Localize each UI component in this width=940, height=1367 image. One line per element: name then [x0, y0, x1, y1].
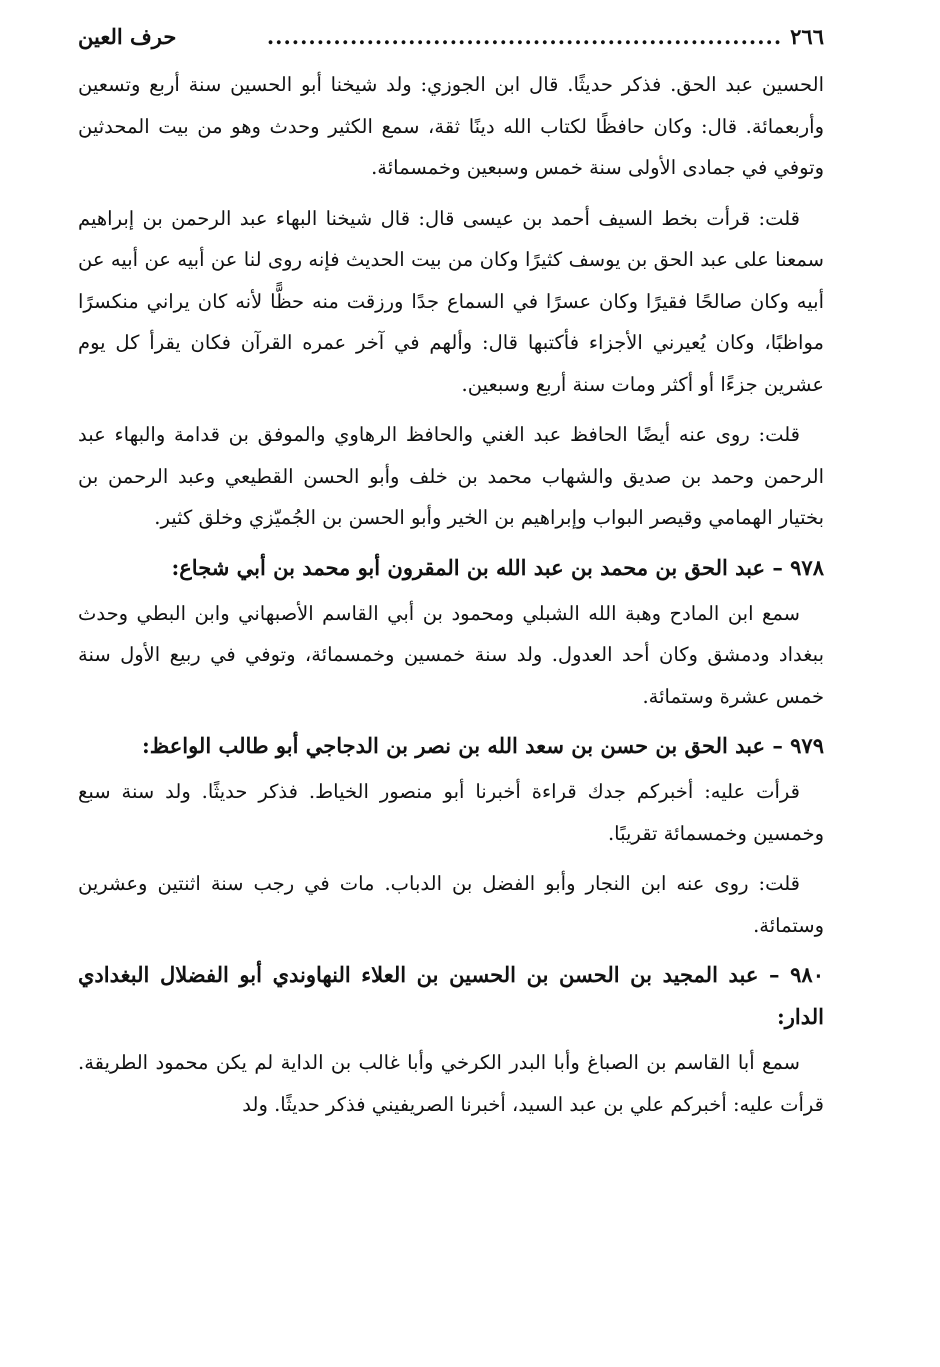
page-number: ٢٦٦ — [790, 24, 824, 49]
entry-979-text: قرأت عليه: أخبركم جدك قراءة أخبرنا أبو منصور الخياط. فذكر حديثًا. ولد سنة سبع وخمسين وخمسمائة تقريبًا. — [78, 780, 824, 845]
entry-979-note: قلت: روى عنه ابن النجار وأبو الفضل بن الدباب. مات في رجب سنة اثنتين وعشرين وستمائة. — [78, 872, 824, 937]
entry-979-heading: ٩٧٩ – عبد الحق بن حسن بن سعد الله بن نصر بن الدجاجي أبو طالب الواعظ: — [142, 733, 824, 758]
running-header — [78, 24, 824, 64]
entry-978-text: سمع ابن المادح وهبة الله الشبلي ومحمود بن أبي القاسم الأصبهاني وابن البطي وحدث ببغداد ودمشق وكان أحد العدول. ولد سنة خمسين وخمسمائة، وتوفي في ربيع الأول سنة خمس عشرة وستمائة. — [78, 601, 824, 708]
entry-980-heading: ٩٨٠ – عبد المجيد بن الحسن بن الحسين بن العلاء النهاوندي أبو الفضلال البغدادي الدار: — [78, 962, 824, 1029]
book-page — [78, 24, 824, 1125]
section-title: حرف العين — [78, 24, 177, 49]
paragraph-note-2: قلت: روى عنه أيضًا الحافظ عبد الغني والحافظ الرهاوي والموفق بن قدامة والبهاء عبد الرحمن وحمد بن صديق والشهاب محمد بن خلف وأبو الحسن القطيعي وعبد الرحمن بن بختيار الهمامي وقيصر البواب وإبراهيم بن الخير وأبو الحسن بن الجُميّزي وخلق كثير. — [78, 423, 824, 529]
entry-980-text: سمع أبا القاسم بن الصباغ وأبا البدر الكرخي وأبا غالب بن الداية لم يكن محمود الطريقة. قرأت عليه: أخبركم علي بن عبد السيد، أخبرنا الصريفيني فذكر حديثًا. ولد — [78, 1051, 824, 1116]
entry-978-heading: ٩٧٨ – عبد الحق بن محمد بن عبد الله بن المقرون أبو محمد بن أبي شجاع: — [171, 554, 824, 580]
paragraph-continuation: الحسين عبد الحق. فذكر حديثًا. قال ابن الجوزي: ولد شيخنا أبو الحسين سنة أربع وتسعين وأربعمائة. قال: وكان حافظًا لكتاب الله دينًا ثقة، سمع الكثير وحدث وهو من بيت المحدثين وتوفي في جمادى الأولى سنة خمس وسبعين وخمسمائة. — [78, 73, 824, 179]
leader-dots: .............................................................. — [266, 24, 783, 49]
paragraph-note-1: قلت: قرأت بخط السيف أحمد بن عيسى قال: قال شيخنا البهاء عبد الرحمن بن إبراهيم سمعنا على عبد الحق بن يوسف كثيرًا وكان من بيت الحديث فإنه روى لنا عن أبيه عن أبيه عن أبيه وكان صالحًا فقيرًا وكان عسرًا في السماع جدًا ورزقت منه حظًّا لأنه كان يراني منكسرًا مواظبًا، وكان يُعيرني الأجزاء فأكتبها قال: وألهم في آخر عمره القرآن فكان يقرأ كل يوم عشرين جزءًا أو أكثر ومات سنة أربع وسبعين. — [78, 206, 824, 396]
